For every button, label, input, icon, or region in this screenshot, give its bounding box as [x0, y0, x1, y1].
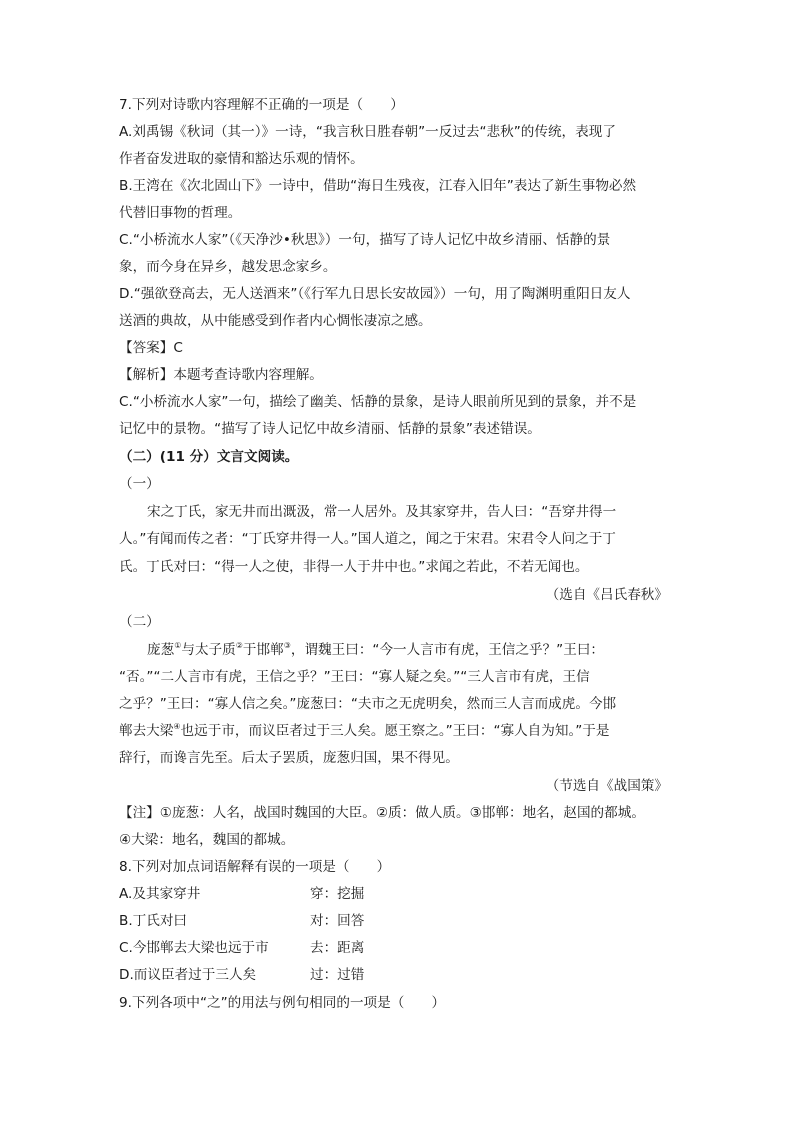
q7-analysis: 【解析】本题考查诗歌内容理解。: [119, 367, 323, 383]
passage2-line1: [147, 641, 707, 659]
passage2-line3: 之乎？”王曰：“寡人信之矣。”庞葱曰：“夫市之无虎明矣，然而三人言而成虎。今邯: [119, 696, 617, 712]
note-marker: ③: [283, 641, 291, 650]
notes-line2: ④大梁：地名，魏国的都城。: [119, 832, 295, 848]
q8-option-a-meaning: 穿：挖掘: [310, 886, 365, 902]
q8-option-d-meaning: 过：过错: [310, 967, 365, 983]
q9-stem: 9.下列各项中“之”的用法与例句相同的一项是（ ）: [119, 995, 446, 1011]
passage2-source: （节选自《战国策》: [545, 778, 668, 794]
passage1-label: （一）: [119, 476, 160, 492]
q8-option-d-word: D.而议臣者过于三人矣: [119, 967, 257, 983]
q7-option-d-line2: 送酒的典故，从中能感受到作者内心惆怅凄凉之感。: [119, 313, 432, 329]
q7-option-d-line1: D.“强欲登高去，无人送酒来”（《行军九日思长安故园》）一句，用了陶渊明重阳日友人: [119, 286, 631, 302]
q7-option-b-line1: B.王湾在《次北固山下》一诗中，借助“海日生残夜，江春入旧年”表达了新生事物必然: [119, 178, 637, 194]
q8-option-c-meaning: 去：距离: [310, 940, 365, 956]
q7-analysis-c-line2: 记忆中的景物。“描写了诗人记忆中故乡清丽、恬静的景象”表述错误。: [119, 421, 541, 437]
passage2-text: 庞葱: [147, 642, 175, 658]
q7-option-c-line2: 象，而今身在异乡，越发思念家乡。: [119, 259, 337, 275]
passage2-label: （二）: [119, 614, 160, 630]
section-title: （二）(11 分）文言文阅读。: [119, 449, 299, 465]
q7-option-a-line1: A.刘禹锡《秋词（其一）》一诗，“我言秋日胜春朝”一反过去“悲秋”的传统，表现了: [119, 124, 616, 140]
passage2-line2: “否。”“二人言市有虎，王信之乎？”王曰：“寡人疑之矣。”“三人言市有虎，王信: [119, 669, 590, 685]
note-marker: ②: [235, 641, 243, 650]
q8-option-a-word: A.及其家穿井: [119, 886, 201, 902]
passage2-text: 郸去大梁: [119, 723, 174, 739]
q8-option-b-word: B.丁氏对曰: [119, 913, 188, 929]
passage1-line1: 宋之丁氏，家无井而出溉汲，常一人居外。及其家穿井，告人曰：“吾穿井得一: [147, 504, 617, 520]
q7-option-c-line1: C.“小桥流水人家”（《天净沙•秋思》）一句，描写了诗人记忆中故乡清丽、恬静的景: [119, 232, 611, 248]
q7-analysis-c-line1: C.“小桥流水人家”一句，描绘了幽美、恬静的景象，是诗人眼前所见到的景象，并不是: [119, 394, 637, 410]
q7-option-b-line2: 代替旧事物的哲理。: [119, 205, 242, 221]
passage2-text: ，谓魏王曰：“今一人言市有虎，王信之乎？”王曰：: [290, 642, 605, 658]
passage2-line5: 辞行，而谗言先至。后太子罢质，庞葱归国，果不得见。: [119, 750, 459, 766]
passage2-text: 也远于市，而议臣者过于三人矣。愿王察之。”王曰：“寡人自为知。”于是: [180, 723, 610, 739]
passage2-text: 与太子质: [181, 642, 236, 658]
q7-option-a-line2: 作者奋发进取的豪情和豁达乐观的情怀。: [119, 151, 364, 167]
note-marker: ④: [173, 722, 181, 731]
q8-option-c-word: C.今邯郸去大梁也远于市: [119, 940, 269, 956]
passage1-line2: 人。”有闻而传之者：“丁氏穿井得一人。”国人道之，闻之于宋君。宋君令人问之于丁: [119, 531, 616, 547]
q7-stem: 7.下列对诗歌内容理解不正确的一项是（ ）: [119, 97, 404, 113]
note-marker: ①: [174, 641, 182, 650]
passage2-text: 于邯郸: [242, 642, 284, 658]
q7-answer: 【答案】C: [119, 340, 183, 356]
passage2-line4: [119, 722, 679, 740]
passage1-line3: 氏。丁氏对曰：“得一人之使，非得一人于井中也。”求闻之若此，不若无闻也。: [119, 559, 589, 575]
notes-line1: 【注】①庞葱：人名，战国时魏国的大臣。②质：做人质。③邯郸：地名，赵国的都城。: [119, 805, 645, 821]
passage1-source: （选自《吕氏春秋》: [545, 587, 668, 603]
q8-stem: 8.下列对加点词语解释有误的一项是（ ）: [119, 859, 391, 875]
q8-option-b-meaning: 对：回答: [310, 913, 365, 929]
